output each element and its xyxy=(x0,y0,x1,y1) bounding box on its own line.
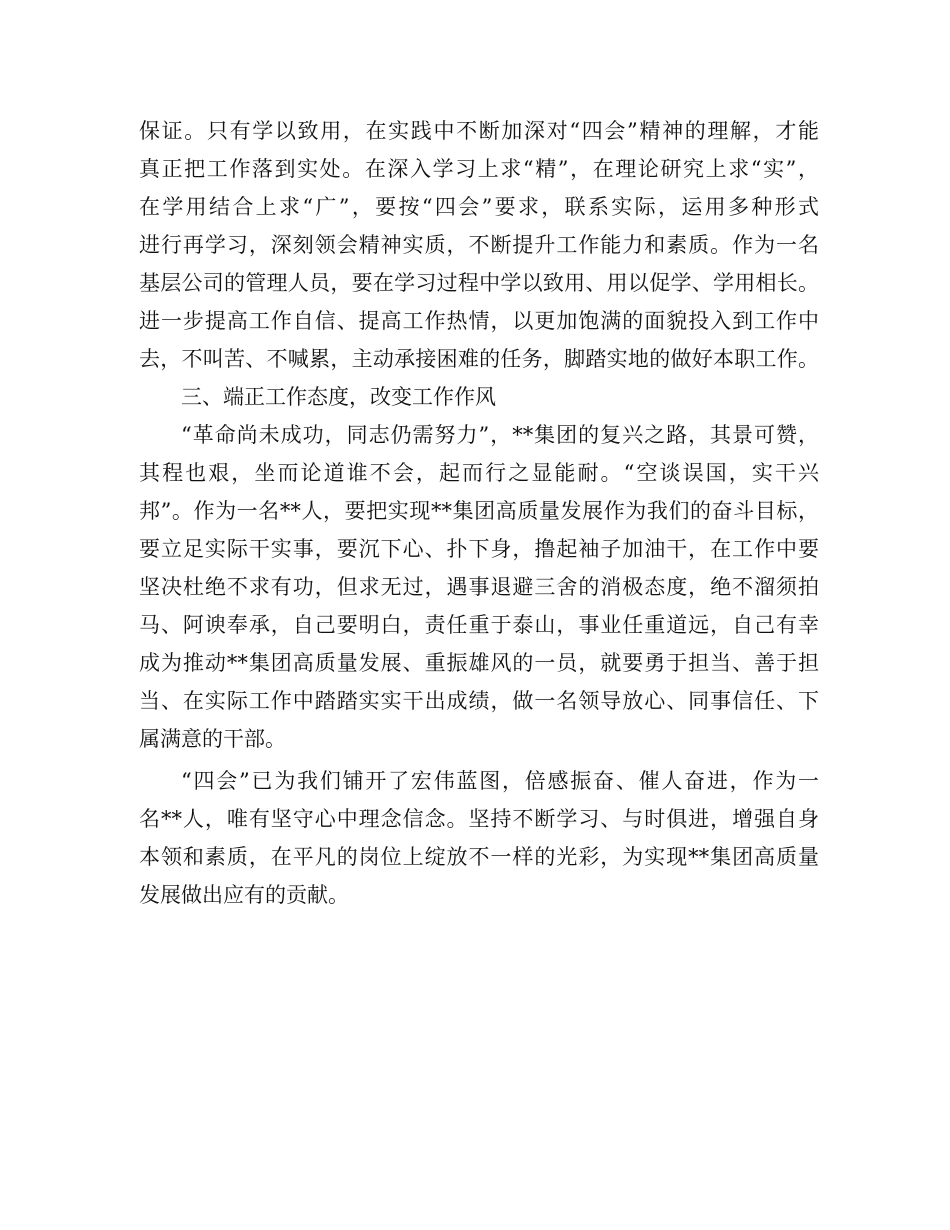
paragraph-2 xyxy=(139,416,819,758)
text-line: “四会”已为我们铺开了宏伟蓝图，倍感振奋、催人奋进，作为一 xyxy=(181,769,819,793)
text-line: 发展做出应有的贡献。 xyxy=(139,883,349,907)
text-line: 进一步提高工作自信、提高工作热情，以更加饱满的面貌投入到工作中 xyxy=(139,309,819,333)
text-line: 邦”。作为一名**人，要把实现**集团高质量发展作为我们的奋斗目标， xyxy=(139,499,819,523)
text-line: 马、阿谀奉承，自己要明白，责任重于泰山，事业任重道远，自己有幸 xyxy=(139,613,819,637)
text-line: 基层公司的管理人员，要在学习过程中学以致用、用以促学、学用相长。 xyxy=(139,271,819,295)
text-line: 其程也艰，坐而论道谁不会，起而行之显能耐。“空谈误国，实干兴 xyxy=(139,461,819,485)
text-line: “革命尚未成功，同志仍需努力”，**集团的复兴之路，其景可赞， xyxy=(181,423,819,447)
text-line: 名**人，唯有坚守心中理念信念。坚持不断学习、与时俱进，增强自身 xyxy=(139,807,819,831)
text-line: 在学用结合上求“广”，要按“四会”要求，联系实际，运用多种形式 xyxy=(139,195,819,219)
document-body xyxy=(139,112,819,914)
text-line: 真正把工作落到实处。在深入学习上求“精”，在理论研究上求“实”， xyxy=(139,157,819,181)
paragraph-3 xyxy=(139,762,819,914)
text-line: 本领和素质，在平凡的岗位上绽放不一样的光彩，为实现**集团高质量 xyxy=(139,845,819,869)
section-heading xyxy=(139,378,819,416)
text-line: 坚决杜绝不求有功，但求无过，遇事退避三舍的消极态度，绝不溜须拍 xyxy=(139,575,819,599)
text-line: 当、在实际工作中踏踏实实干出成绩，做一名领导放心、同事信任、下 xyxy=(139,689,819,713)
text-line: 属满意的干部。 xyxy=(139,727,286,751)
text-line: 成为推动**集团高质量发展、重振雄风的一员，就要勇于担当、善于担 xyxy=(139,651,819,675)
text-line: 进行再学习，深刻领会精神实质，不断提升工作能力和素质。作为一名 xyxy=(139,233,819,257)
text-line: 保证。只有学以致用，在实践中不断加深对“四会”精神的理解，才能 xyxy=(139,119,819,143)
section-heading-text: 三、端正工作态度，改变工作作风 xyxy=(181,385,496,409)
paragraph-1 xyxy=(139,112,819,378)
text-line: 去，不叫苦、不喊累，主动承接困难的任务，脚踏实地的做好本职工作。 xyxy=(139,347,819,371)
text-line: 要立足实际干实事，要沉下心、扑下身，撸起袖子加油干，在工作中要 xyxy=(139,537,819,561)
